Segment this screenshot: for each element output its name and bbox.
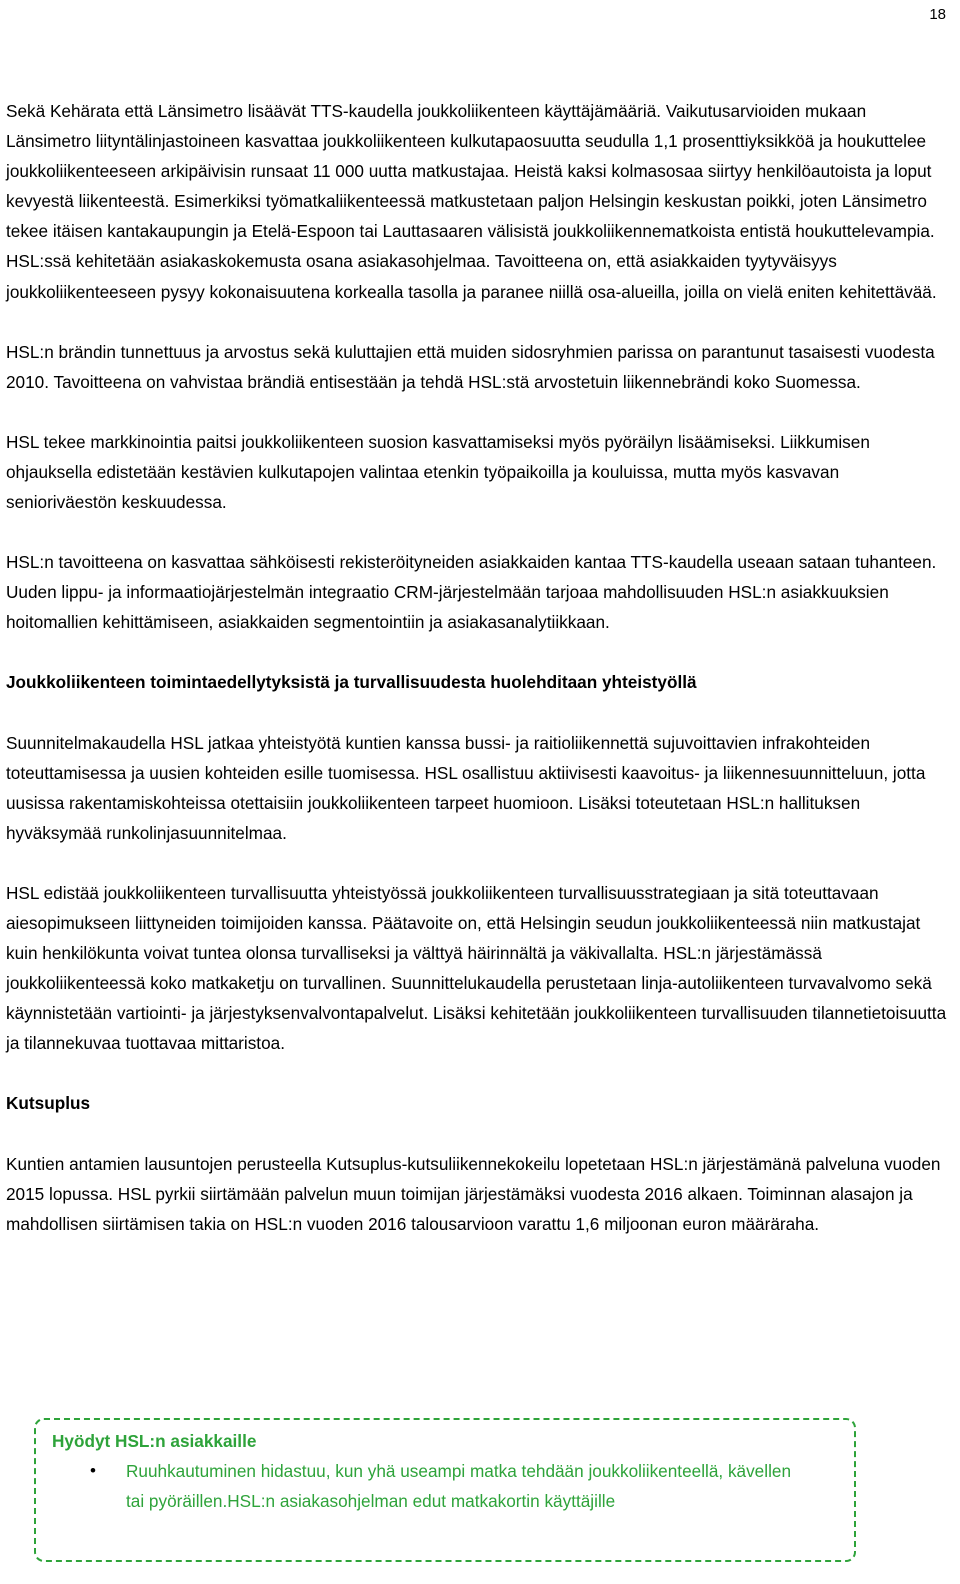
paragraph-marketing: HSL tekee markkinointia paitsi joukkoliikenteen suosion kasvattamiseksi myös pyöräilyn lisäämiseksi. Liikkumisen ohjauksella edistetään kestävien kulkutapojen valintaa etenkin työpaikoilla ja kouluissa, mutta myös kasvavan senioriväestön keskuudessa.	[6, 431, 870, 513]
section-safety-paragraph-2: HSL edistää joukkoliikenteen turvallisuutta yhteistyössä joukkoliikenteen turvallisuusstrategiaan ja sitä toteuttavaan aiesopimukseen liittyneiden toimijoiden kanssa. Päätavoite on, että Helsingin seudun joukkoliikenteessä niin matkustajat kuin henkilökunta voivat tuntea olonsa turvalliseksi ja välttyä häirinnältä ja väkivallalta. HSL:n järjestämässä joukkoliikenteessä koko matkaketju on turvallinen. Suunnittelukaudella perustetaan linja-autoliikenteen turvavalvomo sekä käynnistetään vartiointi- ja järjestyksenvalvontapalvelut. Lisäksi kehitetään joukkoliikenteen turvallisuuden tilannetietoisuutta ja tilannekuvaa tuottavaa mittaristoa.	[6, 882, 947, 1054]
callout-title: Hyödyt HSL:n asiakkaille	[52, 1431, 257, 1451]
benefits-callout-box	[34, 1418, 856, 1562]
section-safety-heading: Joukkoliikenteen toimintaedellytyksistä ja turvallisuudesta huolehditaan yhteistyöllä	[6, 672, 697, 693]
callout-list-item	[52, 1456, 812, 1516]
page-number: 18	[929, 6, 946, 23]
section-safety	[6, 667, 950, 1058]
paragraph-ridership: Sekä Kehärata että Länsimetro lisäävät TTS-kaudella joukkoliikenteen käyttäjämääriä. Vaikutusarvioiden mukaan Länsimetro liityntälinjastoineen kasvattaa joukkoliikenteen kulkutapaosuutta seudulla 1,1 prosenttiyksikköä ja houkuttelee joukkoliikenteeseen arkipäivisin runsaat 11 000 uutta matkustajaa. Heistä kaksi kolmasosaa siirtyy henkilöautoista ja loput kevyestä liikenteestä. Esimerkiksi työmatkaliikenteessä matkustetaan paljon Helsingin keskustan poikki, joten Länsimetro tekee itäisen kantakaupungin ja Etelä-Espoon tai Lauttasaaren välisistä joukkoliikennematkoista entistä houkuttelevampia. HSL:ssä kehitetään asiakaskokemusta osana asiakasohjelmaa. Tavoitteena on, että asiakkaiden tyytyväisyys joukkoliikenteeseen pysyy kokonaisuutena korkealla tasolla ja paranee niillä osa-alueilla, joilla on vielä eniten kehitettävää.	[6, 101, 937, 302]
callout-list-item-text: Ruuhkautuminen hidastuu, kun yhä useampi matka tehdään joukkoliikenteellä, kävellen tai pyöräillen.HSL:n asiakasohjelman edut matkakortin käyttäjille	[126, 1461, 792, 1511]
section-kutsuplus-heading: Kutsuplus	[6, 1093, 91, 1114]
paragraph-brand: HSL:n brändin tunnettuus ja arvostus sekä kuluttajien että muiden sidosryhmien parissa on parantunut tasaisesti vuodesta 2010. Tavoitteena on vahvistaa brändiä entisestään ja tehdä HSL:stä arvostetuin liikennebrändi koko Suomessa.	[6, 341, 935, 392]
document-body	[6, 96, 950, 1269]
section-kutsuplus	[6, 1088, 950, 1238]
section-safety-paragraph-1: Suunnitelmakaudella HSL jatkaa yhteistyötä kuntien kanssa bussi- ja raitioliikennettä sujuvoittavien infrakohteiden toteuttamisessa ja uusien kohteiden esille tuomisessa. HSL osallistuu aktiivisesti kaavoitus- ja liikennesuunnitteluun, jotta uusissa rakentamiskohteissa otettaisiin joukkoliikenteen tarpeet huomioon. Lisäksi toteutetaan HSL:n hallituksen hyväksymää runkolinjasuunnitelmaa.	[6, 732, 926, 843]
section-kutsuplus-paragraph: Kuntien antamien lausuntojen perusteella Kutsuplus-kutsuliikennekokeilu lopetetaan HSL:n järjestämänä palveluna vuoden 2015 lopussa. HSL pyrkii siirtämään palvelun muun toimijan järjestämäksi vuodesta 2016 alkaen. Toiminnan alasajon ja mahdollisen siirtämisen takia on HSL:n vuoden 2016 talousarvioon varattu 1,6 miljoonan euron määräraha.	[6, 1153, 941, 1234]
bullet-icon: •	[90, 1461, 96, 1480]
callout-list	[52, 1456, 812, 1516]
paragraph-crm: HSL:n tavoitteena on kasvattaa sähköisesti rekisteröityneiden asiakkaiden kantaa TTS-kaudella useaan sataan tuhanteen. Uuden lippu- ja informaatiojärjestelmän integraatio CRM-järjestelmään tarjoaa mahdollisuuden HSL:n asiakkuuksien hoitomallien kehittämiseen, asiakkaiden segmentointiin ja asiakasanalytiikkaan.	[6, 552, 937, 633]
